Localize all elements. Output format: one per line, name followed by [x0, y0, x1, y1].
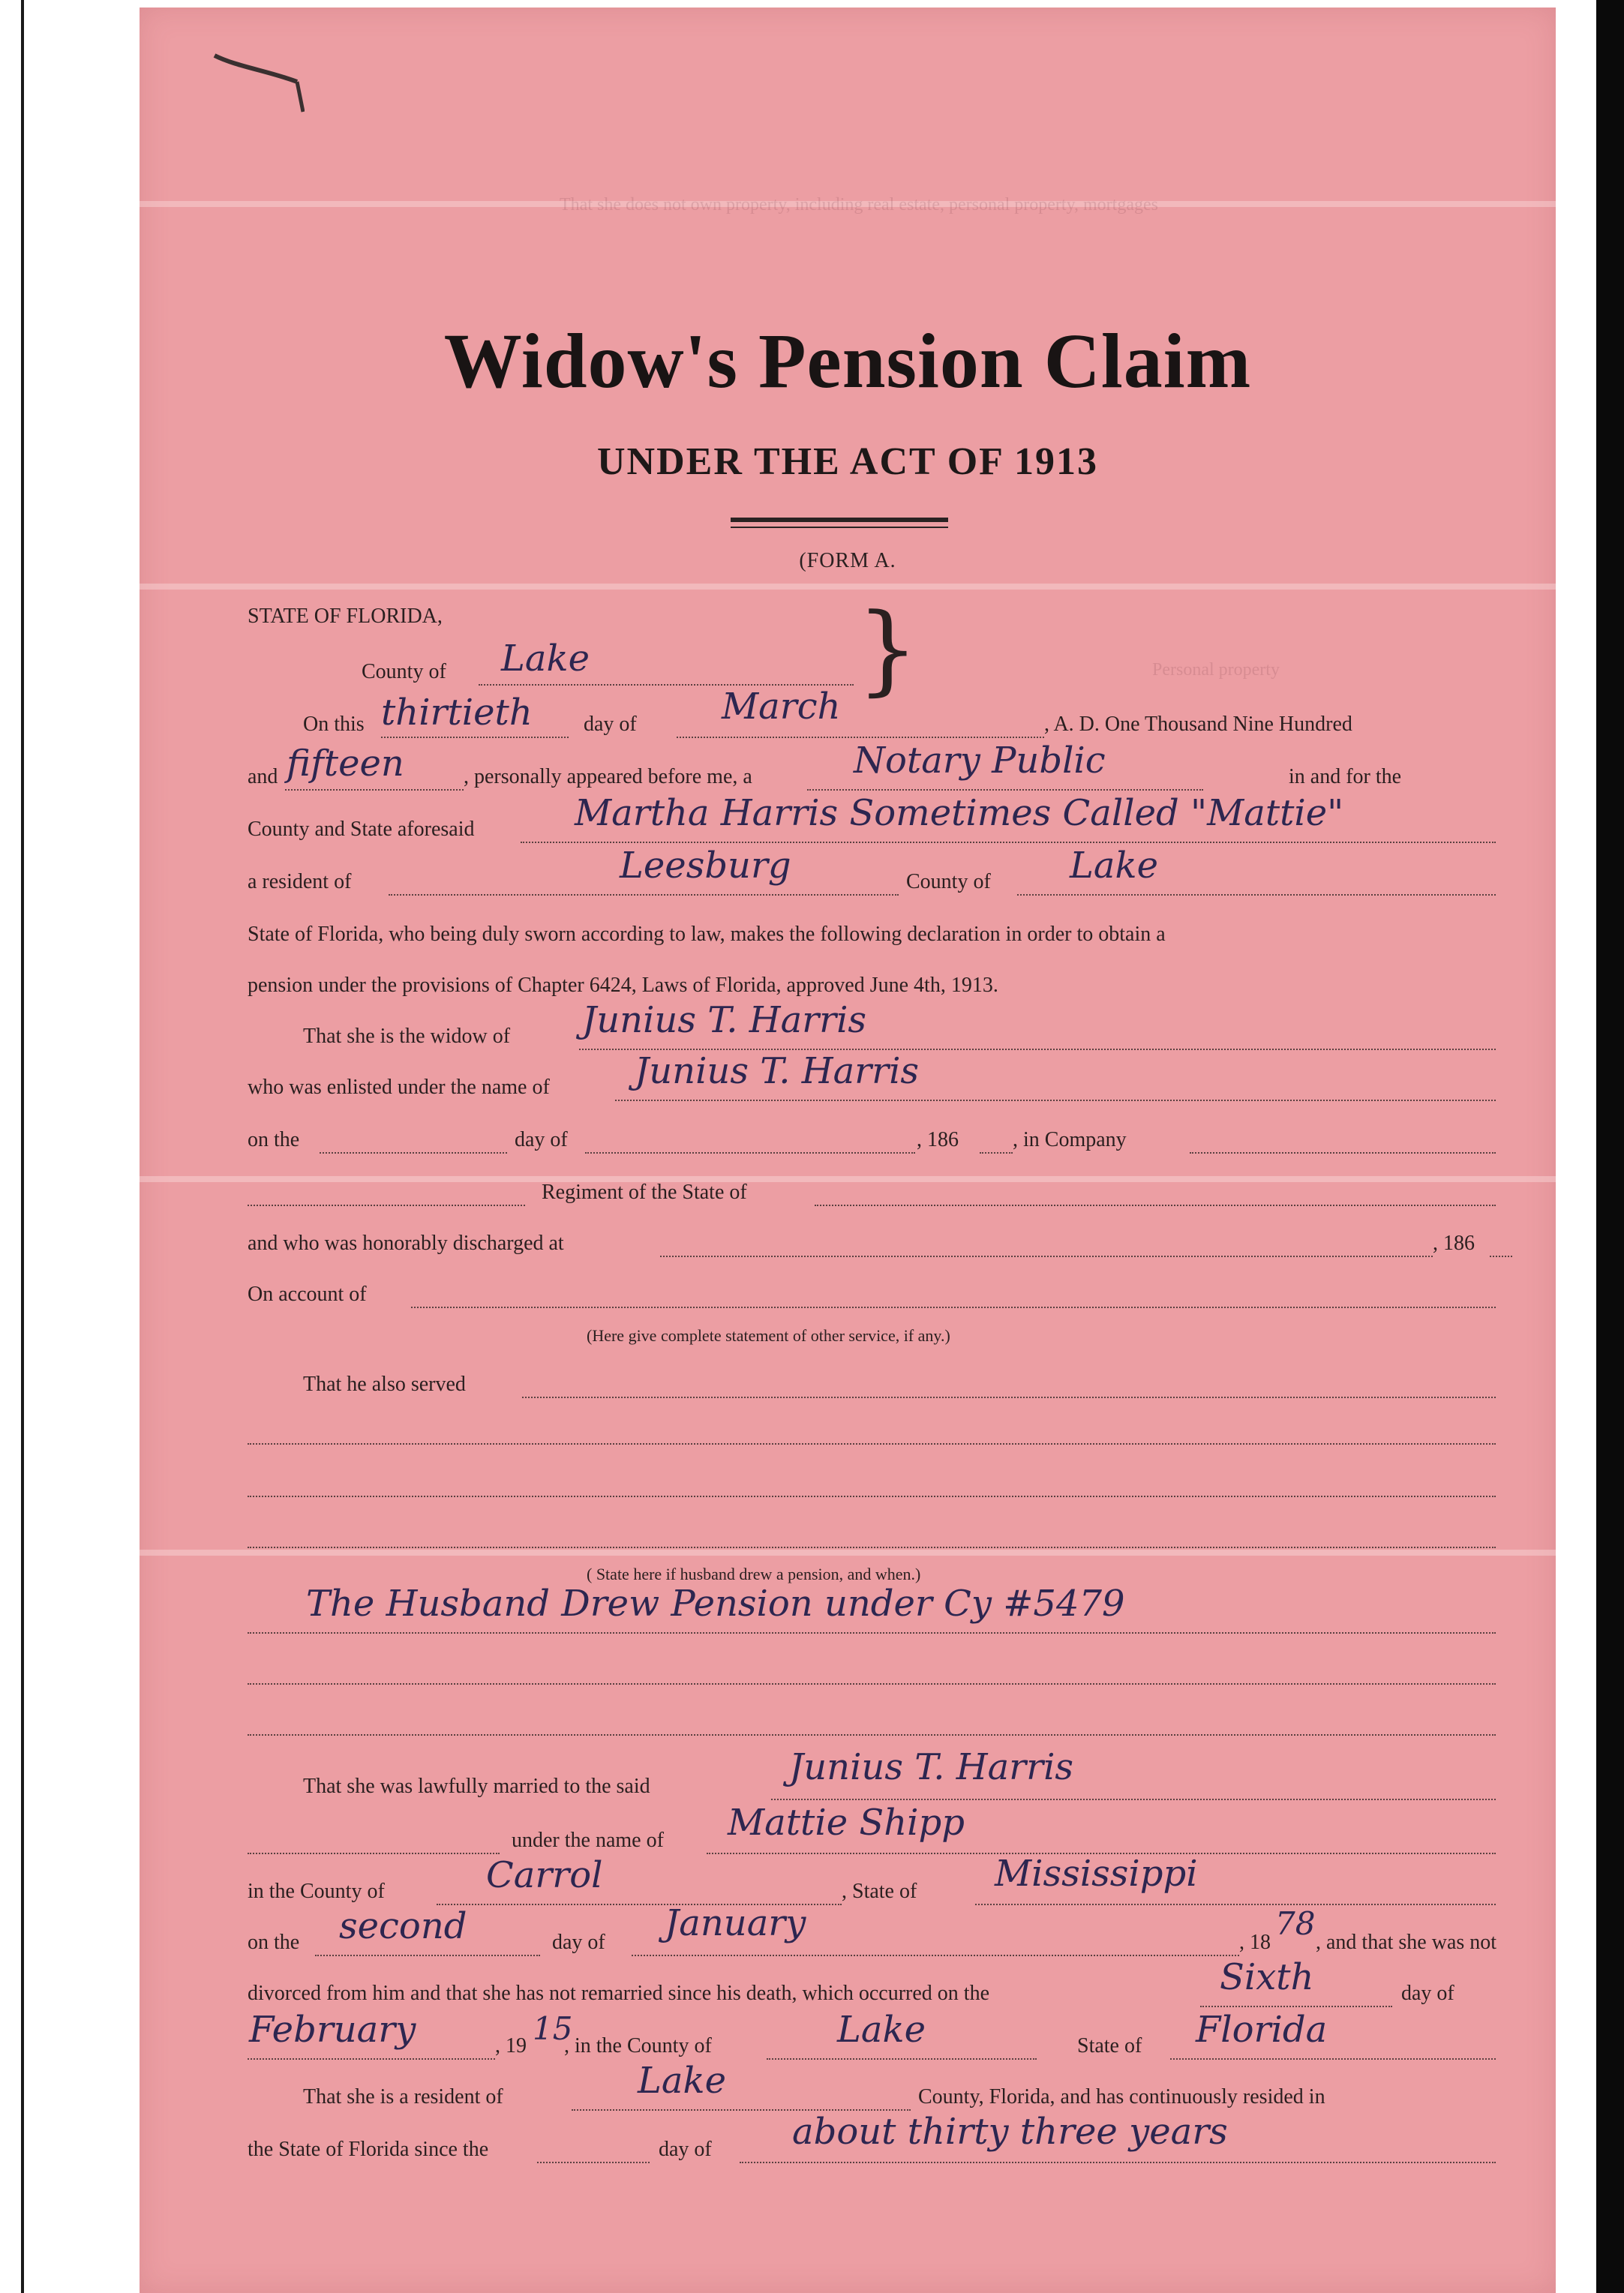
- marriage-month-value: January: [665, 1902, 806, 1944]
- not-divorced-text: , and that she was not: [1316, 1931, 1497, 1954]
- company-line: [1190, 1152, 1496, 1154]
- state-heading: STATE OF FLORIDA,: [248, 605, 443, 628]
- marriage-county-value: Carrol: [486, 1854, 603, 1896]
- divorced-text: divorced from him and that she has not remarried since his death, which occurred on the: [248, 1982, 990, 2005]
- death-county-value: Lake: [837, 2009, 926, 2051]
- scanner-edge-left: [21, 0, 24, 2293]
- also-served-line: [522, 1397, 1496, 1398]
- fold-crease: [140, 584, 1556, 590]
- county-label: County of: [362, 660, 446, 683]
- resident-of-label: That she is a resident of: [303, 2085, 503, 2108]
- sworn-text: State of Florida, who being duly sworn according to law, makes the following declaration in order to obtain a: [248, 923, 1166, 946]
- year-word-value: fifteen: [287, 743, 404, 785]
- bleed-through-text: That she does not own property, including real estate, personal property, mortgages: [560, 195, 1158, 215]
- on-account-line: [411, 1307, 1496, 1308]
- marriage-day-value: second: [339, 1905, 467, 1947]
- title-rule: [731, 518, 948, 522]
- other-service-note: (Here give complete statement of other service, if any.): [587, 1326, 950, 1345]
- on-the-label: on the: [248, 1128, 300, 1151]
- claimant-value: Martha Harris Sometimes Called "Mattie": [575, 792, 1344, 834]
- discharged-year-label: , 186: [1433, 1232, 1475, 1255]
- aforesaid-label: County and State aforesaid: [248, 818, 475, 841]
- ad-text: , A. D. One Thousand Nine Hundred: [1044, 713, 1352, 736]
- pension-statement-value: The Husband Drew Pension under Cy #5479: [306, 1583, 1125, 1625]
- month-value: March: [722, 686, 841, 728]
- under-name-prefix-line: [248, 1853, 500, 1854]
- blank-line: [248, 1443, 1496, 1445]
- residence-county-label: County of: [906, 870, 991, 893]
- marriage-day-line: [315, 1955, 540, 1956]
- blank-line: [248, 1683, 1496, 1685]
- residence-value: Leesburg: [620, 845, 791, 887]
- and-label: and: [248, 765, 278, 788]
- regiment-label: Regiment of the State of: [542, 1181, 747, 1204]
- married-to-line: [771, 1799, 1496, 1800]
- since-day-of-label: day of: [659, 2138, 712, 2161]
- enlist-month-line: [585, 1152, 915, 1154]
- enlisted-line: [615, 1100, 1496, 1101]
- marriage-state-line: [975, 1904, 1496, 1905]
- fold-crease: [140, 1550, 1556, 1556]
- discharged-label: and who was honorably discharged at: [248, 1232, 564, 1255]
- day-line: [381, 737, 569, 738]
- month-line: [677, 737, 1044, 738]
- day-value: thirtieth: [381, 692, 533, 734]
- death-county-line: [767, 2058, 1037, 2060]
- death-month-line: [248, 2058, 495, 2060]
- county-florida-text: County, Florida, and has continuously resided in: [918, 2085, 1325, 2108]
- bleed-through-text: Personal property: [1152, 660, 1280, 680]
- page-subtitle: UNDER THE ACT OF 1913: [596, 440, 1099, 483]
- year-18-label: , 18: [1239, 1931, 1271, 1954]
- officer-line: [807, 789, 1203, 791]
- regiment-state-line: [815, 1205, 1496, 1206]
- year-word-line: [285, 789, 464, 791]
- enlisted-label: who was enlisted under the name of: [248, 1076, 550, 1099]
- form-paper: [140, 8, 1556, 2293]
- on-account-label: On account of: [248, 1283, 367, 1306]
- residence-county-line: [1017, 894, 1496, 896]
- death-state-line: [1170, 2058, 1496, 2060]
- marriage-on-the-label: on the: [248, 1931, 300, 1954]
- form-label: (FORM A.: [799, 549, 896, 572]
- appeared-text: , personally appeared before me, a: [464, 765, 752, 788]
- year-186-label: , 186: [917, 1128, 959, 1151]
- also-served-label: That he also served: [303, 1373, 466, 1396]
- married-to-label: That she was lawfully married to the said: [303, 1775, 650, 1798]
- death-day-value: Sixth: [1220, 1956, 1314, 1998]
- residence-line: [389, 894, 899, 896]
- maiden-name-value: Mattie Shipp: [728, 1802, 965, 1844]
- marriage-day-of-label: day of: [552, 1931, 605, 1954]
- since-the-label: the State of Florida since the: [248, 2138, 489, 2161]
- officer-value: Notary Public: [854, 740, 1106, 782]
- discharged-year-line: [1490, 1256, 1512, 1257]
- on-this-label: On this: [303, 713, 365, 736]
- enlisted-value: Junius T. Harris: [635, 1050, 920, 1092]
- day-of-label: day of: [584, 713, 637, 736]
- death-state-value: Florida: [1196, 2009, 1328, 2051]
- year-19-label: , 19: [495, 2034, 527, 2057]
- pension-chapter-text: pension under the provisions of Chapter 6424, Laws of Florida, approved June 4th, 1913.: [248, 974, 998, 997]
- scanner-edge-right: [1596, 0, 1624, 2293]
- death-county-label: , in the County of: [564, 2034, 712, 2057]
- claimant-line: [521, 842, 1496, 843]
- marriage-year-value: 78: [1275, 1905, 1316, 1942]
- fold-crease: [140, 1176, 1556, 1182]
- death-year-value: 15: [533, 2010, 573, 2047]
- married-to-value: Junius T. Harris: [789, 1746, 1074, 1788]
- widow-of-label: That she is the widow of: [303, 1025, 511, 1048]
- widow-of-value: Junius T. Harris: [582, 999, 867, 1041]
- regiment-line: [248, 1205, 525, 1206]
- resident-label: a resident of: [248, 870, 352, 893]
- blank-line: [248, 1496, 1496, 1497]
- blank-line: [248, 1547, 1496, 1548]
- marriage-state-value: Mississippi: [995, 1853, 1198, 1895]
- resident-county-value: Lake: [638, 2060, 726, 2102]
- blank-line: [248, 1734, 1496, 1736]
- death-day-line: [1200, 2006, 1392, 2007]
- resided-since-line: [740, 2162, 1496, 2163]
- pension-note: ( State here if husband drew a pension, and when.): [587, 1565, 921, 1583]
- brace: }: [857, 592, 919, 706]
- enlist-day-of-label: day of: [515, 1128, 568, 1151]
- residence-county-value: Lake: [1070, 845, 1158, 887]
- since-day-line: [537, 2162, 650, 2163]
- death-month-value: February: [249, 2009, 416, 2051]
- title-rule-thin: [731, 527, 948, 528]
- company-label: , in Company: [1013, 1128, 1127, 1151]
- marriage-county-label: in the County of: [248, 1880, 385, 1903]
- ink-mark: [185, 41, 305, 116]
- discharged-line: [660, 1256, 1433, 1257]
- in-and-for-text: in and for the: [1289, 765, 1402, 788]
- resided-since-value: about thirty three years: [792, 2111, 1228, 2153]
- pension-statement-line: [248, 1632, 1496, 1634]
- under-name-label: under the name of: [512, 1829, 664, 1852]
- death-day-of-label: day of: [1401, 1982, 1454, 2005]
- page-title: Widow's Pension Claim: [443, 318, 1252, 404]
- enlist-year-line: [980, 1152, 1013, 1154]
- marriage-state-label: , State of: [842, 1880, 917, 1903]
- marriage-month-line: [632, 1955, 1239, 1956]
- county-value: Lake: [501, 638, 590, 680]
- death-state-label: State of: [1077, 2034, 1142, 2057]
- enlist-day-line: [320, 1152, 507, 1154]
